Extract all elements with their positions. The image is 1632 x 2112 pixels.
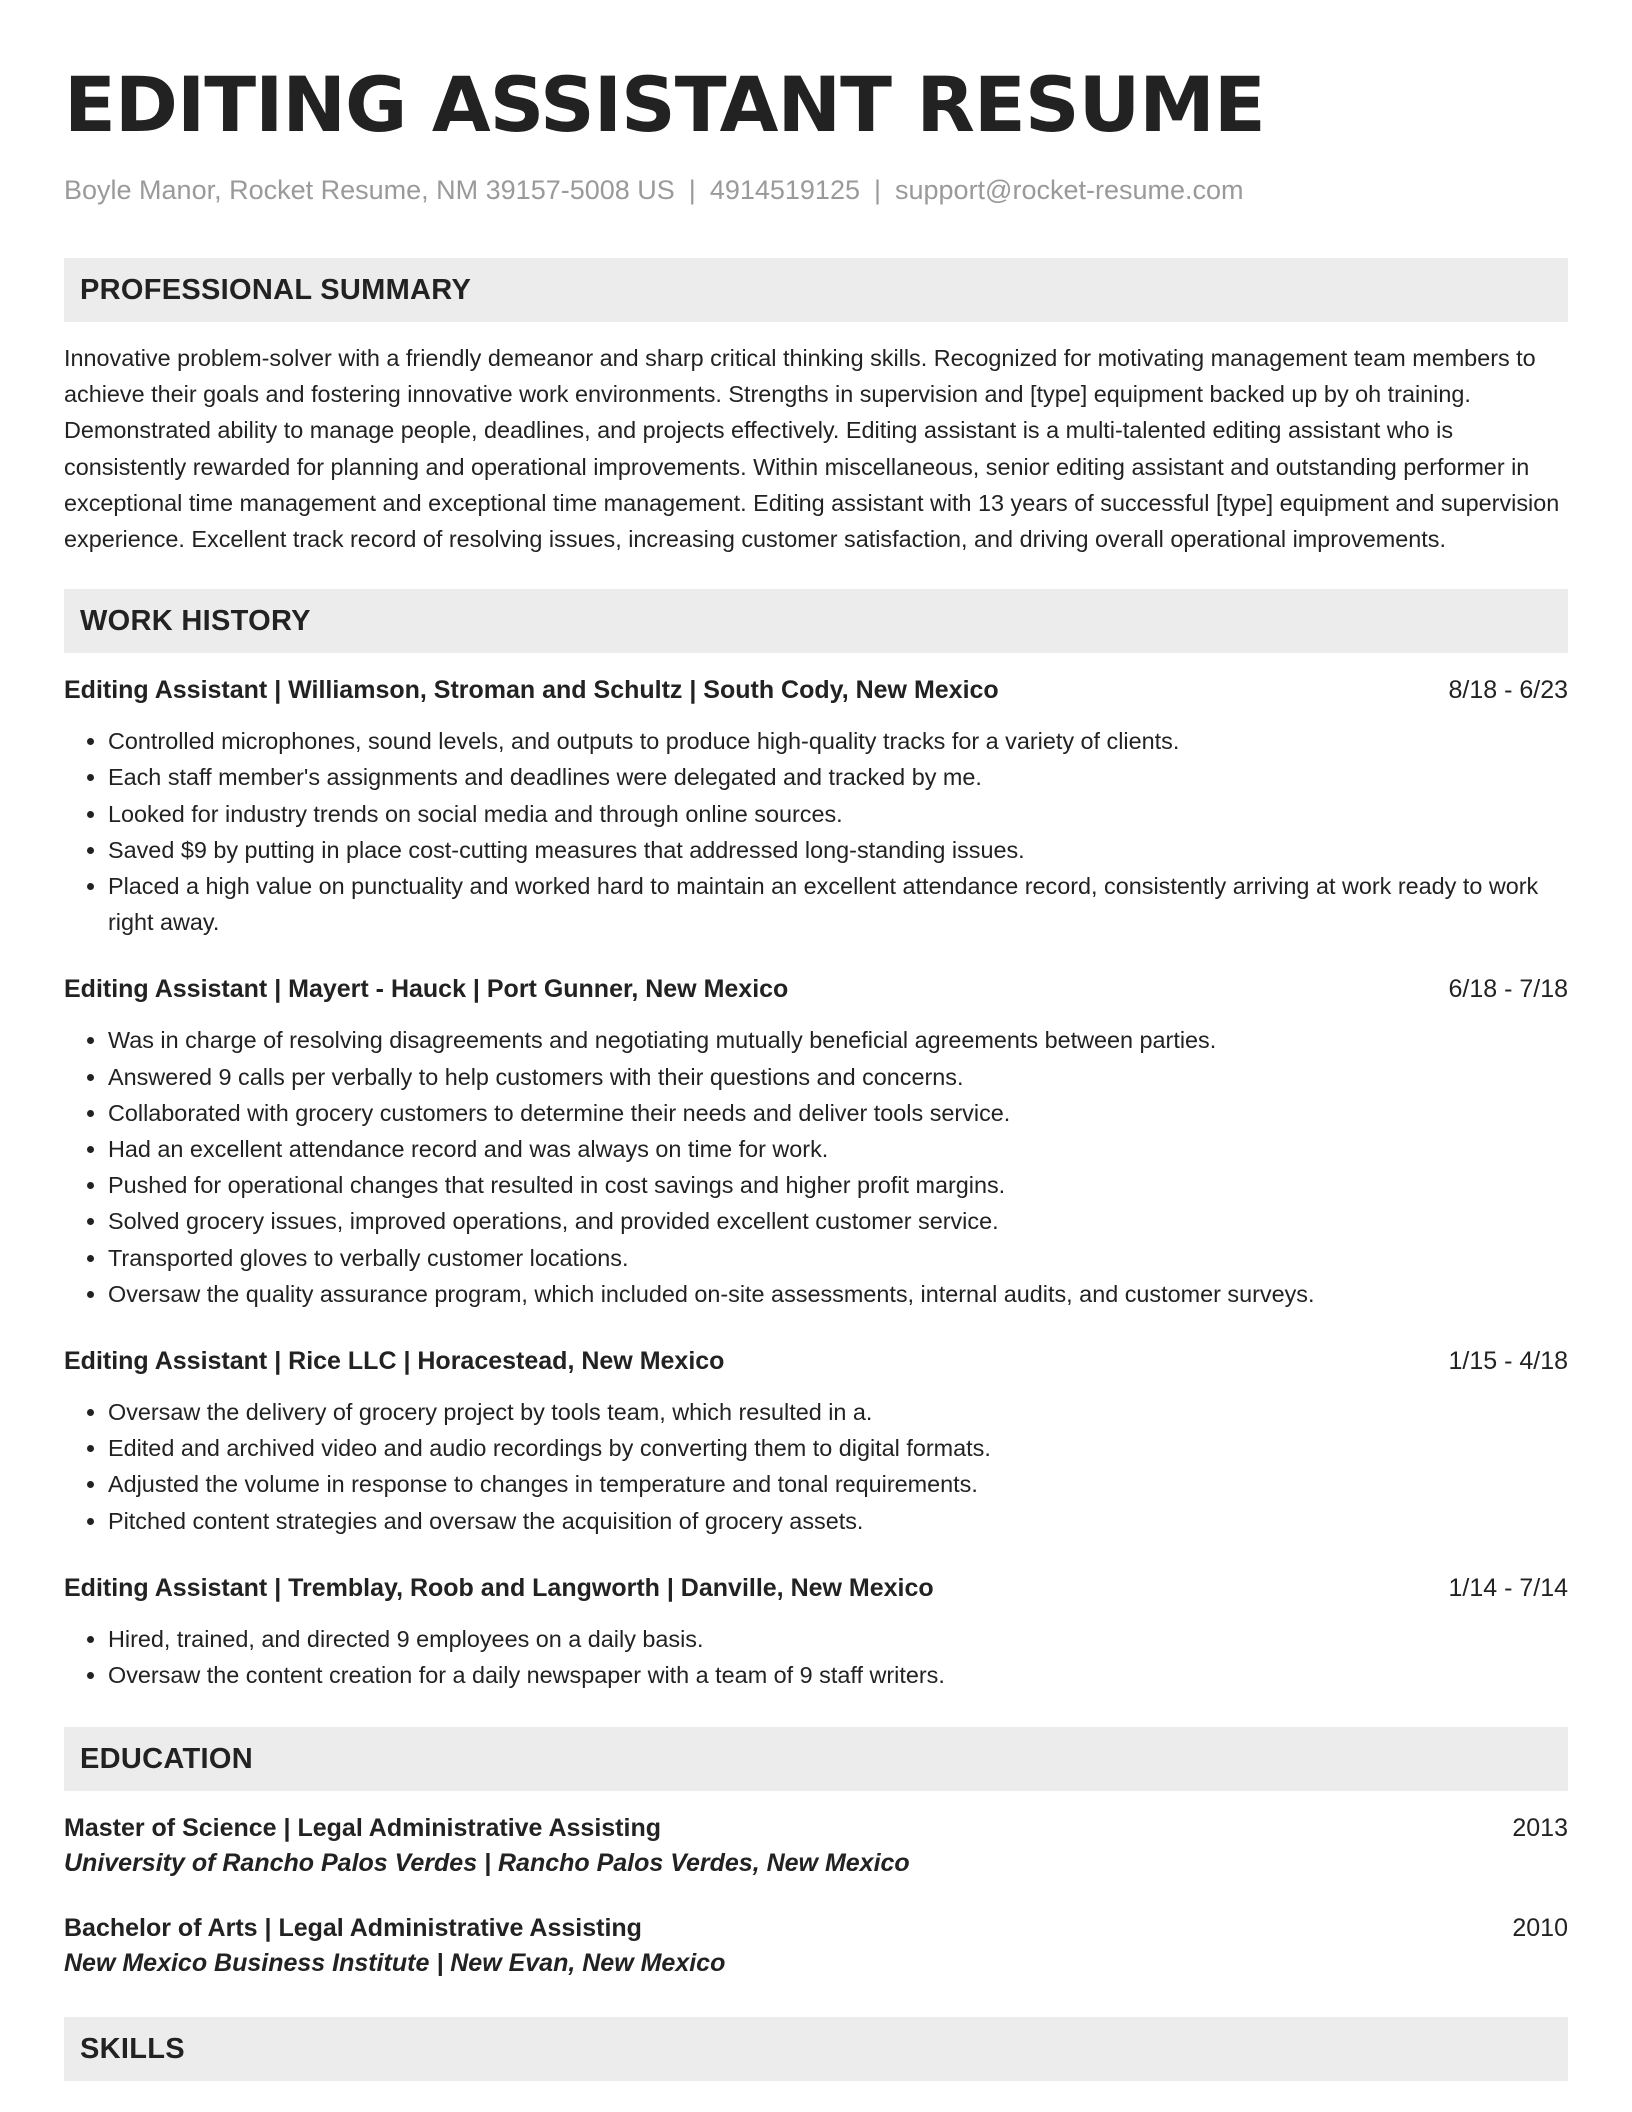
job-title: Editing Assistant | Rice LLC | Horacestead, New Mexico [64,1347,725,1376]
job-bullet: • Collaborated with grocery customers to determine their needs and deliver tools service. [108,1095,1568,1131]
job-bullets [64,1022,1568,1312]
contact-separator: | [688,175,696,205]
job-entry [64,673,1568,940]
education-row [64,1811,1568,1845]
job-bullet: • Answered 9 calls per verbally to help customers with their questions and concerns. [108,1059,1568,1095]
section-header-work-history: WORK HISTORY [64,589,1568,653]
resume-page [64,58,1568,2081]
job-bullet: • Pitched content strategies and oversaw the acquisition of grocery assets. [108,1503,1568,1539]
job-bullets [64,1394,1568,1539]
job-bullet: • Had an excellent attendance record and was always on time for work. [108,1131,1568,1167]
job-bullet: • Pushed for operational changes that resulted in cost savings and higher profit margins. [108,1167,1568,1203]
job-entry [64,972,1568,1312]
job-bullet: • Hired, trained, and directed 9 employees on a daily basis. [108,1621,1568,1657]
education-year: 2013 [1512,1814,1568,1843]
education-year: 2010 [1512,1914,1568,1943]
resume-title: EDITING ASSISTANT RESUME [64,60,1265,149]
job-bullet: • Oversaw the content creation for a daily newspaper with a team of 9 staff writers. [108,1657,1568,1693]
job-title: Editing Assistant | Williamson, Stroman and Schultz | South Cody, New Mexico [64,676,999,705]
contact-phone: 4914519125 [709,175,860,205]
job-bullet: • Each staff member's assignments and deadlines were delegated and tracked by me. [108,759,1568,795]
job-bullet: • Adjusted the volume in response to changes in temperature and tonal requirements. [108,1466,1568,1502]
section-header-summary: PROFESSIONAL SUMMARY [64,258,1568,322]
job-bullets [64,723,1568,940]
education-degree: Master of Science | Legal Administrative Assisting [64,1814,661,1843]
job-title-row [64,972,1568,1006]
education-school: University of Rancho Palos Verdes | Rancho Palos Verdes, New Mexico [64,1849,910,1878]
job-bullet: • Oversaw the quality assurance program, which included on-site assessments, internal audits, and customer surveys. [108,1276,1568,1312]
job-title: Editing Assistant | Tremblay, Roob and Langworth | Danville, New Mexico [64,1573,934,1602]
job-bullet: • Solved grocery issues, improved operations, and provided excellent customer service. [108,1203,1568,1239]
education-degree: Bachelor of Arts | Legal Administrative Assisting [64,1914,642,1943]
job-entry [64,1344,1568,1539]
job-bullet: • Oversaw the delivery of grocery project by tools team, which resulted in a. [108,1394,1568,1430]
job-dates: 6/18 - 7/18 [1448,975,1568,1004]
education-entry [64,1811,1568,1881]
job-entry [64,1571,1568,1693]
job-bullet: • Looked for industry trends on social media and through online sources. [108,796,1568,832]
job-bullet: • Edited and archived video and audio recordings by converting them to digital formats. [108,1430,1568,1466]
job-dates: 8/18 - 6/23 [1448,676,1568,705]
job-dates: 1/15 - 4/18 [1448,1347,1568,1376]
job-bullets [64,1621,1568,1693]
contact-email[interactable]: support@rocket-resume.com [895,175,1244,205]
job-bullet: • Saved $9 by putting in place cost-cutting measures that addressed long-standing issues. [108,832,1568,868]
job-title-row [64,1344,1568,1378]
job-bullet: • Placed a high value on punctuality and worked hard to maintain an excellent attendance record, consistently arriving at work ready to work right away. [108,868,1568,940]
education-entry [64,1911,1568,1981]
section-header-education: EDUCATION [64,1727,1568,1791]
contact-line [64,172,1568,208]
education-row [64,1911,1568,1945]
education-school: New Mexico Business Institute | New Evan, New Mexico [64,1949,726,1978]
contact-address: Boyle Manor, Rocket Resume, NM 39157-5008 US [64,175,675,205]
job-dates: 1/14 - 7/14 [1448,1573,1568,1602]
job-title-row [64,1571,1568,1605]
job-bullet: • Transported gloves to verbally customer locations. [108,1240,1568,1276]
job-title-row [64,673,1568,707]
job-bullet: • Controlled microphones, sound levels, and outputs to produce high-quality tracks for a variety of clients. [108,723,1568,759]
section-header-skills: SKILLS [64,2017,1568,2081]
contact-separator: | [873,175,881,205]
summary-text: Innovative problem-solver with a friendly demeanor and sharp critical thinking skills. Recognized for motivating management team members to achieve their goals and fostering innovative work environments. Strengths in supervision and [type] equipment backed up by oh training. Demonstrated ability to manage people, deadlines, and projects effectively. Editing assistant is a multi-talented editing assistant who is consistently rewarded for planning and operational improvements. Within miscellaneous, senior editing assistant and outstanding performer in exceptional time management and exceptional time management. Editing assistant with 13 years of successful [type] equipment and supervision experience. Excellent track record of resolving issues, increasing customer satisfaction, and driving overall operational improvements. [64,345,1560,553]
job-title: Editing Assistant | Mayert - Hauck | Port Gunner, New Mexico [64,975,789,1004]
job-bullet: • Was in charge of resolving disagreements and negotiating mutually beneficial agreements between parties. [108,1022,1568,1058]
